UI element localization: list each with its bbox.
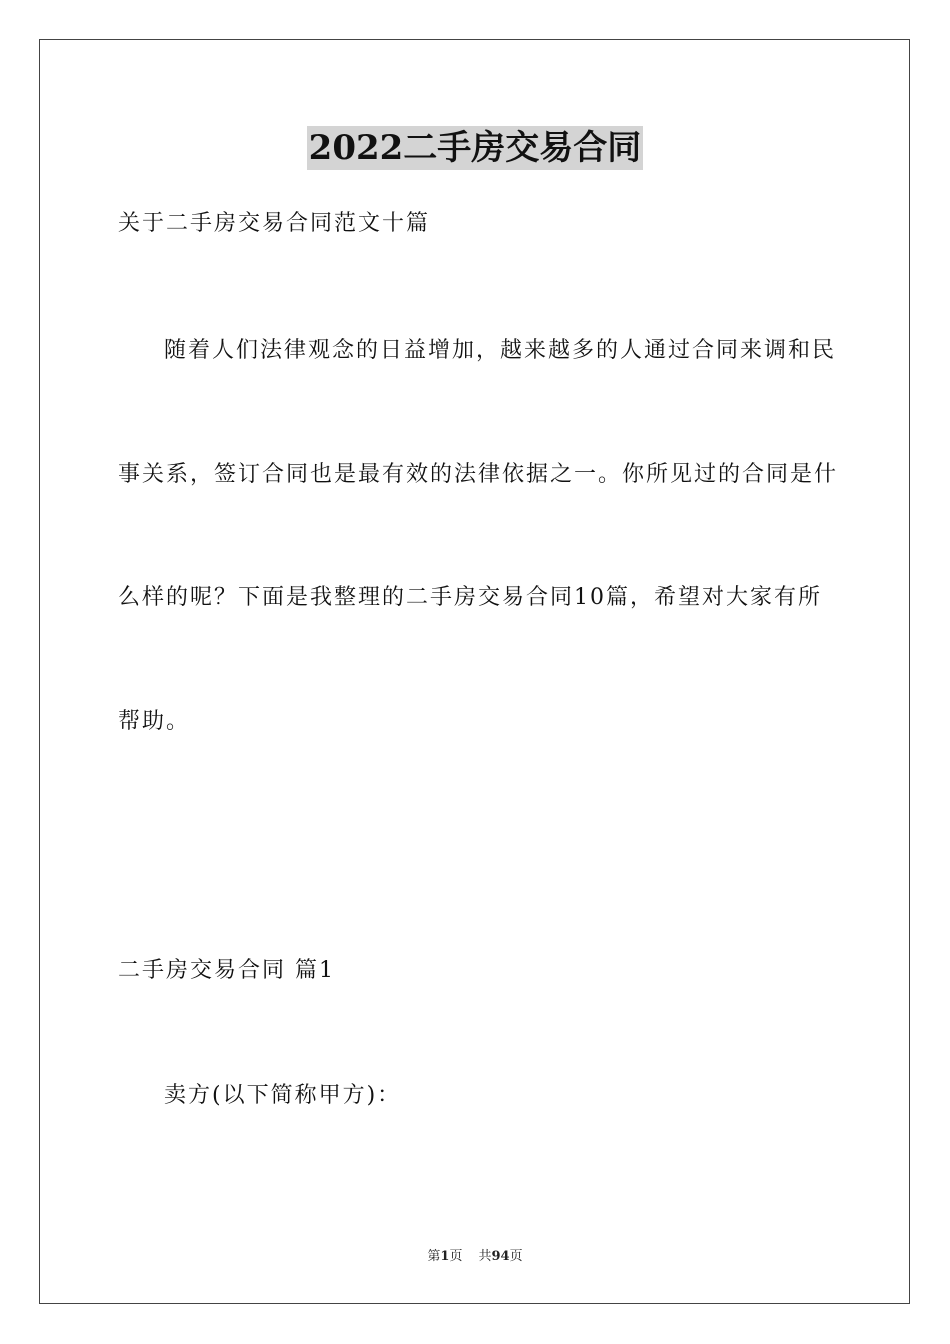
page-footer — [0, 1248, 950, 1266]
intro-line-4: 帮助。 — [118, 709, 191, 734]
total-suffix: 页 — [509, 1249, 523, 1264]
title-container — [0, 126, 950, 170]
section-heading: 二手房交易合同 篇1 — [118, 958, 335, 983]
intro-line-3: 么样的呢？下面是我整理的二手房交易合同10篇，希望对大家有所 — [118, 585, 822, 610]
total-pages: 94 — [491, 1249, 510, 1264]
page-prefix: 第 — [427, 1249, 441, 1264]
page-suffix: 页 — [449, 1249, 463, 1264]
seller-line: 卖方(以下简称甲方)： — [164, 1083, 402, 1108]
total-prefix: 共 — [478, 1249, 492, 1264]
document-subtitle: 关于二手房交易合同范文十篇 — [118, 211, 431, 236]
document-title: 2022二手房交易合同 — [308, 128, 642, 168]
intro-line-1: 随着人们法律观念的日益增加，越来越多的人通过合同来调和民 — [164, 338, 837, 363]
intro-line-2: 事关系，签订合同也是最有效的法律依据之一。你所见过的合同是什 — [118, 462, 839, 487]
page-number: 1 — [440, 1249, 450, 1264]
